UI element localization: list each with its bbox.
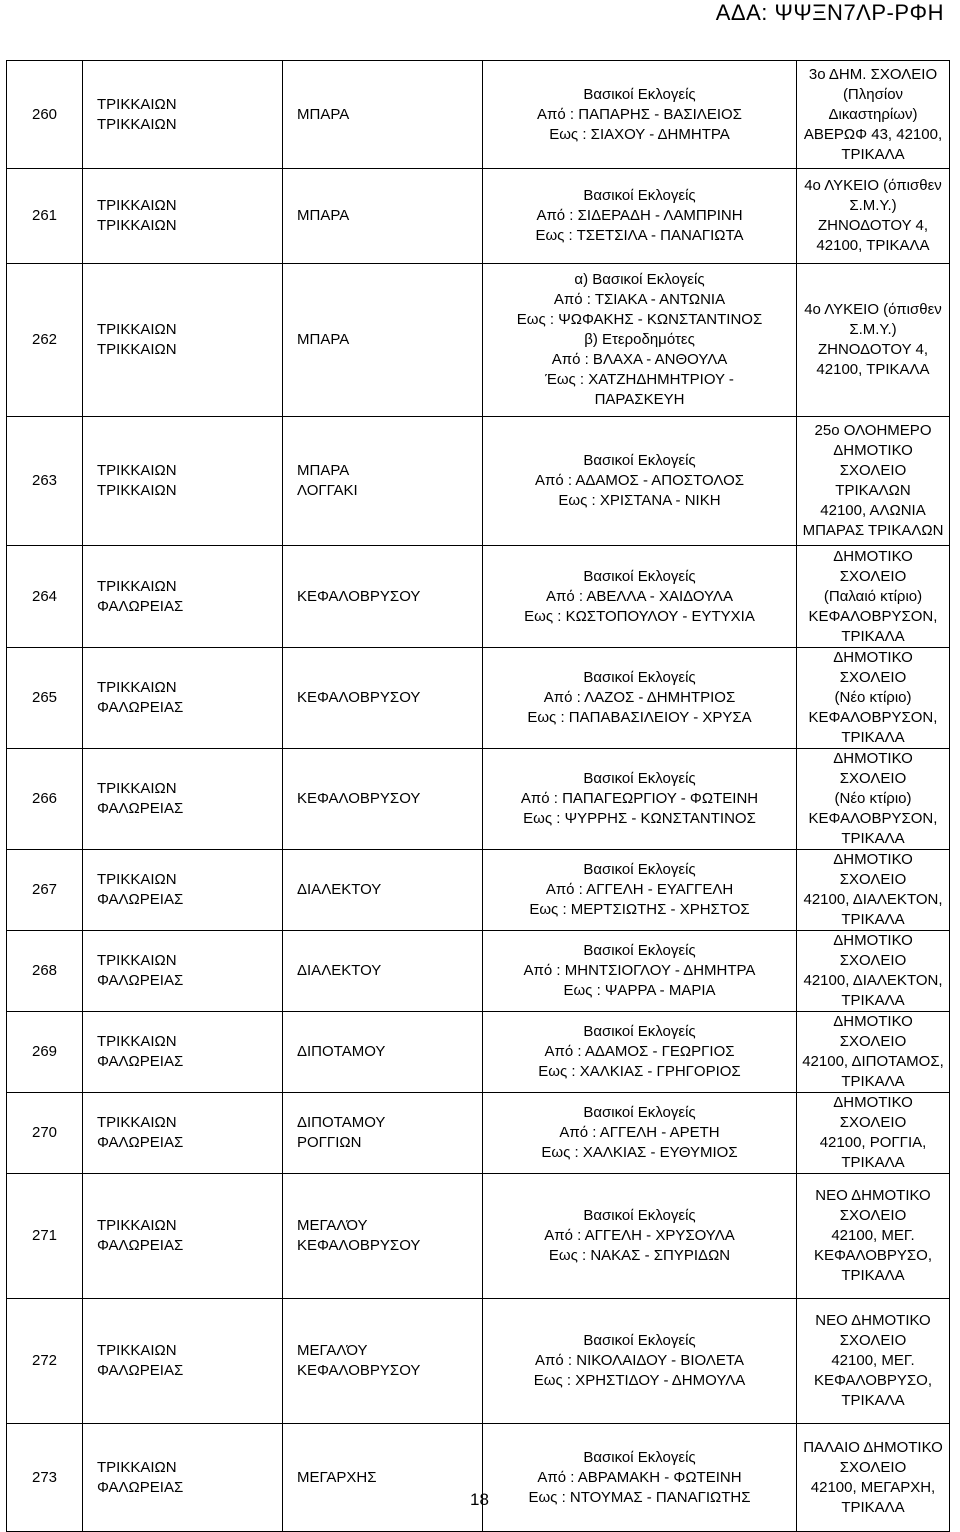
- area-cell: ΜΠΑΡΑ ΛΟΓΓΑΚΙ: [283, 417, 483, 546]
- table-row: [7, 1424, 950, 1532]
- station-number: 271: [7, 1174, 83, 1299]
- location-cell: ΔΗΜΟΤΙΚΟ ΣΧΟΛΕΙΟ 42100, ΔΙΑΛΕΚΤΟΝ, ΤΡΙΚΑΛΑ: [797, 931, 950, 1012]
- municipality-cell: ΤΡΙΚΚΑΙΩΝ ΦΑΛΩΡΕΙΑΣ: [83, 749, 283, 850]
- station-number: 272: [7, 1299, 83, 1424]
- station-number: 267: [7, 850, 83, 931]
- document-code: ΑΔΑ: ΨΨΞΝ7ΛΡ-ΡΦΗ: [715, 0, 944, 25]
- station-number: 266: [7, 749, 83, 850]
- table-row: [7, 264, 950, 417]
- voters-cell: Βασικοί Εκλογείς Από : ΠΑΠΑΓΕΩΡΓΙΟΥ - ΦΩΤΕΙΝΗ Εως : ΨΥΡΡΗΣ - ΚΩΝΣΤΑΝΤΙΝΟΣ: [483, 749, 797, 850]
- station-number: 263: [7, 417, 83, 546]
- area-cell: ΚΕΦΑΛΟΒΡΥΣΟΥ: [283, 648, 483, 749]
- municipality-cell: ΤΡΙΚΚΑΙΩΝ ΦΑΛΩΡΕΙΑΣ: [83, 1424, 283, 1532]
- municipality-cell: ΤΡΙΚΚΑΙΩΝ ΤΡΙΚΚΑΙΩΝ: [83, 264, 283, 417]
- voters-cell: Βασικοί Εκλογείς Από : ΑΔΑΜΟΣ - ΓΕΩΡΓΙΟΣ Εως : ΧΑΛΚΙΑΣ - ΓΡΗΓΟΡΙΟΣ: [483, 1012, 797, 1093]
- station-number: 264: [7, 546, 83, 648]
- table-row: [7, 1012, 950, 1093]
- location-cell: ΔΗΜΟΤΙΚΟ ΣΧΟΛΕΙΟ (Νέο κτίριο) ΚΕΦΑΛΟΒΡΥΣΟΝ, ΤΡΙΚΑΛΑ: [797, 749, 950, 850]
- location-cell: 4ο ΛΥΚΕΙΟ (όπισθεν Σ.Μ.Υ.) ΖΗΝΟΔΟΤΟΥ 4, 42100, ΤΡΙΚΑΛΑ: [797, 264, 950, 417]
- table-row: [7, 169, 950, 264]
- table-row: [7, 61, 950, 169]
- area-cell: ΔΙΠΟΤΑΜΟΥ ΡΟΓΓΙΩΝ: [283, 1093, 483, 1174]
- voters-cell: Βασικοί Εκλογείς Από : ΛΑΖΟΣ - ΔΗΜΗΤΡΙΟΣ Εως : ΠΑΠΑΒΑΣΙΛΕΙΟΥ - ΧΡΥΣΑ: [483, 648, 797, 749]
- voters-cell: Βασικοί Εκλογείς Από : ΣΙΔΕΡΑΔΗ - ΛΑΜΠΡΙΝΗ Εως : ΤΣΕΤΣΙΛΑ - ΠΑΝΑΓΙΩΤΑ: [483, 169, 797, 264]
- table-row: [7, 648, 950, 749]
- voters-cell: α) Βασικοί Εκλογείς Από : ΤΣΙΑΚΑ - ΑΝΤΩΝΙΑ Εως : ΨΩΦΑΚΗΣ - ΚΩΝΣΤΑΝΤΙΝΟΣ β) Ετεροδημότες Από : ΒΛΑΧΑ - ΑΝΘΟΥΛΑ Έως : ΧΑΤΖΗΔΗΜΗΤΡΙΟΥ - ΠΑΡΑΣΚΕΥΗ: [483, 264, 797, 417]
- table-row: [7, 850, 950, 931]
- municipality-cell: ΤΡΙΚΚΑΙΩΝ ΦΑΛΩΡΕΙΑΣ: [83, 1093, 283, 1174]
- location-cell: 4ο ΛΥΚΕΙΟ (όπισθεν Σ.Μ.Υ.) ΖΗΝΟΔΟΤΟΥ 4, 42100, ΤΡΙΚΑΛΑ: [797, 169, 950, 264]
- area-cell: ΜΕΓΑΛΌΥ ΚΕΦΑΛΟΒΡΥΣΟΥ: [283, 1299, 483, 1424]
- municipality-cell: ΤΡΙΚΚΑΙΩΝ ΤΡΙΚΚΑΙΩΝ: [83, 169, 283, 264]
- area-cell: ΜΠΑΡΑ: [283, 169, 483, 264]
- area-cell: ΜΕΓΑΡΧΗΣ: [283, 1424, 483, 1532]
- municipality-cell: ΤΡΙΚΚΑΙΩΝ ΦΑΛΩΡΕΙΑΣ: [83, 1174, 283, 1299]
- area-cell: ΔΙΠΟΤΑΜΟΥ: [283, 1012, 483, 1093]
- table-row: [7, 417, 950, 546]
- station-number: 265: [7, 648, 83, 749]
- voters-cell: Βασικοί Εκλογείς Από : ΑΒΕΛΛΑ - ΧΑΙΔΟΥΛΑ Εως : ΚΩΣΤΟΠΟΥΛΟΥ - ΕΥΤΥΧΙΑ: [483, 546, 797, 648]
- location-cell: ΠΑΛΑΙΟ ΔΗΜΟΤΙΚΟ ΣΧΟΛΕΙΟ 42100, ΜΕΓΑΡΧΗ, ΤΡΙΚΑΛΑ: [797, 1424, 950, 1532]
- municipality-cell: ΤΡΙΚΚΑΙΩΝ ΦΑΛΩΡΕΙΑΣ: [83, 648, 283, 749]
- location-cell: ΔΗΜΟΤΙΚΟ ΣΧΟΛΕΙΟ 42100, ΡΟΓΓΙΑ, ΤΡΙΚΑΛΑ: [797, 1093, 950, 1174]
- station-number: 262: [7, 264, 83, 417]
- location-cell: 25ο ΟΛΟΗΜΕΡΟ ΔΗΜΟΤΙΚΟ ΣΧΟΛΕΙΟ ΤΡΙΚΑΛΩΝ 42100, ΑΛΩΝΙΑ ΜΠΑΡΑΣ ΤΡΙΚΑΛΩΝ: [797, 417, 950, 546]
- location-cell: 3ο ΔΗΜ. ΣΧΟΛΕΙΟ (Πλησίον Δικαστηρίων) ΑΒΕΡΩΦ 43, 42100, ΤΡΙΚΑΛΑ: [797, 61, 950, 169]
- voters-cell: Βασικοί Εκλογείς Από : ΝΙΚΟΛΑΙΔΟΥ - ΒΙΟΛΕΤΑ Εως : ΧΡΗΣΤΙΔΟΥ - ΔΗΜΟΥΛΑ: [483, 1299, 797, 1424]
- voters-cell: Βασικοί Εκλογείς Από : ΑΓΓΕΛΗ - ΑΡΕΤΗ Εως : ΧΑΛΚΙΑΣ - ΕΥΘΥΜΙΟΣ: [483, 1093, 797, 1174]
- municipality-cell: ΤΡΙΚΚΑΙΩΝ ΤΡΙΚΚΑΙΩΝ: [83, 417, 283, 546]
- municipality-cell: ΤΡΙΚΚΑΙΩΝ ΦΑΛΩΡΕΙΑΣ: [83, 546, 283, 648]
- location-cell: ΝΕΟ ΔΗΜΟΤΙΚΟ ΣΧΟΛΕΙΟ 42100, ΜΕΓ. ΚΕΦΑΛΟΒΡΥΣΟ, ΤΡΙΚΑΛΑ: [797, 1174, 950, 1299]
- location-cell: ΔΗΜΟΤΙΚΟ ΣΧΟΛΕΙΟ 42100, ΔΙΑΛΕΚΤΟΝ, ΤΡΙΚΑΛΑ: [797, 850, 950, 931]
- municipality-cell: ΤΡΙΚΚΑΙΩΝ ΤΡΙΚΚΑΙΩΝ: [83, 61, 283, 169]
- voters-cell: Βασικοί Εκλογείς Από : ΑΓΓΕΛΗ - ΧΡΥΣΟΥΛΑ Εως : ΝΑΚΑΣ - ΣΠΥΡΙΔΩΝ: [483, 1174, 797, 1299]
- polling-stations-table: [6, 60, 950, 1532]
- page-number: 18: [470, 1490, 489, 1509]
- municipality-cell: ΤΡΙΚΚΑΙΩΝ ΦΑΛΩΡΕΙΑΣ: [83, 850, 283, 931]
- table-row: [7, 749, 950, 850]
- municipality-cell: ΤΡΙΚΚΑΙΩΝ ΦΑΛΩΡΕΙΑΣ: [83, 1012, 283, 1093]
- area-cell: ΚΕΦΑΛΟΒΡΥΣΟΥ: [283, 546, 483, 648]
- area-cell: ΜΕΓΑΛΌΥ ΚΕΦΑΛΟΒΡΥΣΟΥ: [283, 1174, 483, 1299]
- area-cell: ΜΠΑΡΑ: [283, 264, 483, 417]
- location-cell: ΔΗΜΟΤΙΚΟ ΣΧΟΛΕΙΟ (Παλαιό κτίριο) ΚΕΦΑΛΟΒΡΥΣΟΝ, ΤΡΙΚΑΛΑ: [797, 546, 950, 648]
- table-row: [7, 1299, 950, 1424]
- voters-cell: Βασικοί Εκλογείς Από : ΑΔΑΜΟΣ - ΑΠΟΣΤΟΛΟΣ Εως : ΧΡΙΣΤΑΝΑ - ΝΙΚΗ: [483, 417, 797, 546]
- area-cell: ΜΠΑΡΑ: [283, 61, 483, 169]
- voters-cell: Βασικοί Εκλογείς Από : ΑΒΡΑΜΑΚΗ - ΦΩΤΕΙΝΗ Εως : ΝΤΟΥΜΑΣ - ΠΑΝΑΓΙΩΤΗΣ: [483, 1424, 797, 1532]
- location-cell: ΔΗΜΟΤΙΚΟ ΣΧΟΛΕΙΟ 42100, ΔΙΠΟΤΑΜΟΣ, ΤΡΙΚΑΛΑ: [797, 1012, 950, 1093]
- station-number: 268: [7, 931, 83, 1012]
- area-cell: ΚΕΦΑΛΟΒΡΥΣΟΥ: [283, 749, 483, 850]
- station-number: 269: [7, 1012, 83, 1093]
- location-cell: ΝΕΟ ΔΗΜΟΤΙΚΟ ΣΧΟΛΕΙΟ 42100, ΜΕΓ. ΚΕΦΑΛΟΒΡΥΣΟ, ΤΡΙΚΑΛΑ: [797, 1299, 950, 1424]
- table-row: [7, 931, 950, 1012]
- table-row: [7, 1174, 950, 1299]
- table-row: [7, 546, 950, 648]
- area-cell: ΔΙΑΛΕΚΤΟΥ: [283, 931, 483, 1012]
- area-cell: ΔΙΑΛΕΚΤΟΥ: [283, 850, 483, 931]
- station-number: 273: [7, 1424, 83, 1532]
- voters-cell: Βασικοί Εκλογείς Από : ΠΑΠΑΡΗΣ - ΒΑΣΙΛΕΙΟΣ Εως : ΣΙΑΧΟΥ - ΔΗΜΗΤΡΑ: [483, 61, 797, 169]
- table-row: [7, 1093, 950, 1174]
- voters-cell: Βασικοί Εκλογείς Από : ΜΗΝΤΣΙΟΓΛΟΥ - ΔΗΜΗΤΡΑ Εως : ΨΑΡΡΑ - ΜΑΡΙΑ: [483, 931, 797, 1012]
- station-number: 260: [7, 61, 83, 169]
- voters-cell: Βασικοί Εκλογείς Από : ΑΓΓΕΛΗ - ΕΥΑΓΓΕΛΗ Εως : ΜΕΡΤΣΙΩΤΗΣ - ΧΡΗΣΤΟΣ: [483, 850, 797, 931]
- location-cell: ΔΗΜΟΤΙΚΟ ΣΧΟΛΕΙΟ (Νέο κτίριο) ΚΕΦΑΛΟΒΡΥΣΟΝ, ΤΡΙΚΑΛΑ: [797, 648, 950, 749]
- station-number: 261: [7, 169, 83, 264]
- station-number: 270: [7, 1093, 83, 1174]
- municipality-cell: ΤΡΙΚΚΑΙΩΝ ΦΑΛΩΡΕΙΑΣ: [83, 1299, 283, 1424]
- municipality-cell: ΤΡΙΚΚΑΙΩΝ ΦΑΛΩΡΕΙΑΣ: [83, 931, 283, 1012]
